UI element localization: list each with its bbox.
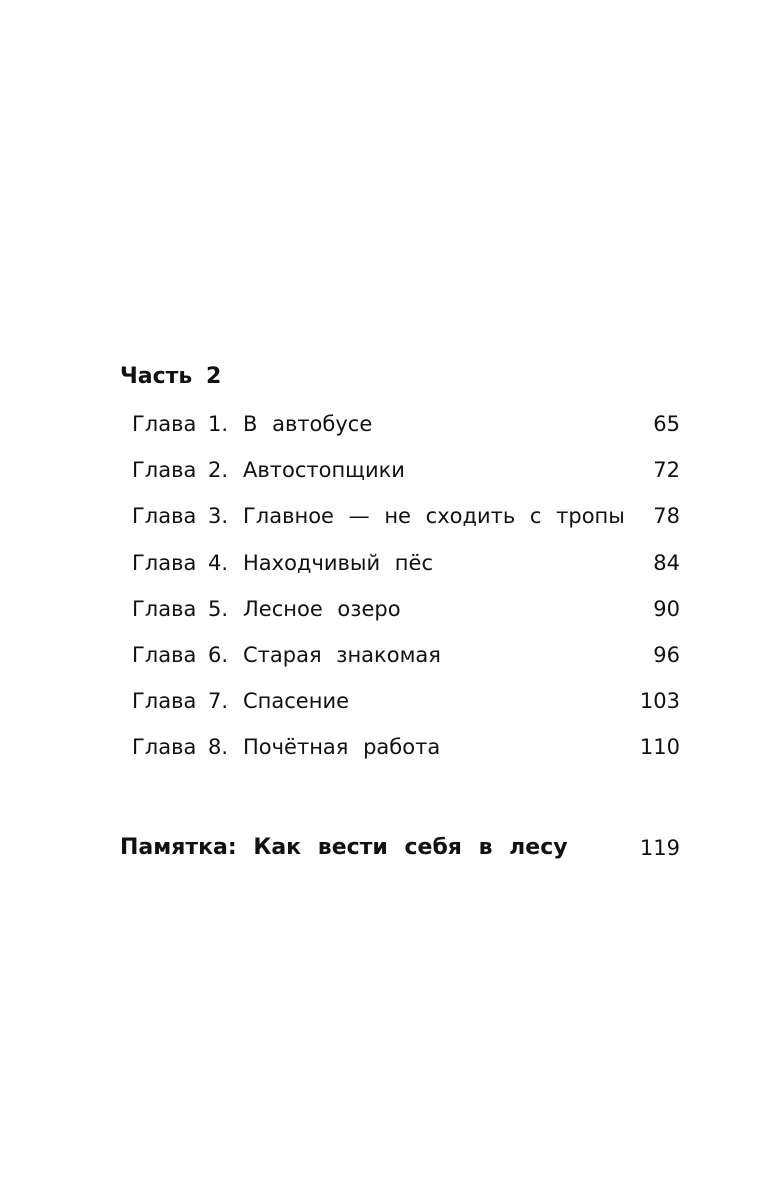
memo-entry — [120, 832, 680, 866]
chapter-word: Глава — [132, 412, 197, 436]
chapter-number: 6. — [208, 642, 229, 667]
chapter-word: Глава — [132, 458, 197, 483]
chapter-title: Почётная работа — [243, 735, 441, 760]
chapter-page-number: 78 — [653, 504, 680, 529]
chapter-entry — [132, 731, 680, 777]
part-heading: Часть 2 — [120, 364, 222, 389]
chapter-entry — [132, 408, 680, 454]
chapter-title: Главное — не сходить с тропы — [243, 504, 625, 529]
chapter-number: 2. — [208, 458, 229, 483]
chapter-entry — [132, 685, 680, 731]
chapter-number: 7. — [208, 689, 229, 714]
chapter-page-number: 90 — [653, 596, 680, 621]
chapter-title: Старая знакомая — [243, 642, 441, 667]
chapter-entry — [132, 500, 680, 546]
chapter-word: Глава — [132, 596, 197, 621]
chapter-word: Глава — [132, 735, 197, 760]
chapter-number: 4. — [208, 550, 229, 575]
chapter-word: Глава — [132, 642, 197, 667]
chapter-page-number: 103 — [639, 689, 680, 714]
chapter-page-number: 96 — [653, 642, 680, 667]
chapter-number: 1. — [208, 412, 229, 436]
chapter-number: 8. — [208, 735, 229, 760]
chapter-word: Глава — [132, 689, 197, 714]
chapter-number: 5. — [208, 596, 229, 621]
chapter-page-number: 65 — [653, 412, 680, 436]
chapter-title: В автобусе — [243, 412, 373, 436]
chapter-title: Спасение — [243, 689, 350, 714]
memo-page-number: 119 — [639, 836, 680, 860]
chapter-title: Находчивый пёс — [243, 550, 433, 575]
chapter-entry — [132, 547, 680, 593]
chapter-word: Глава — [132, 504, 197, 529]
chapter-page-number: 72 — [653, 458, 680, 483]
chapter-entry — [132, 454, 680, 500]
chapter-title: Лесное озеро — [243, 596, 401, 621]
chapter-page-number: 110 — [639, 735, 680, 760]
chapter-title: Автостопщики — [243, 458, 405, 483]
chapter-entry — [132, 639, 680, 685]
chapter-entry — [132, 593, 680, 639]
memo-title: Памятка: Как вести себя в лесу — [120, 835, 568, 860]
chapter-word: Глава — [132, 550, 197, 575]
chapter-number: 3. — [208, 504, 229, 529]
chapter-page-number: 84 — [653, 550, 680, 575]
chapter-list — [132, 408, 680, 778]
